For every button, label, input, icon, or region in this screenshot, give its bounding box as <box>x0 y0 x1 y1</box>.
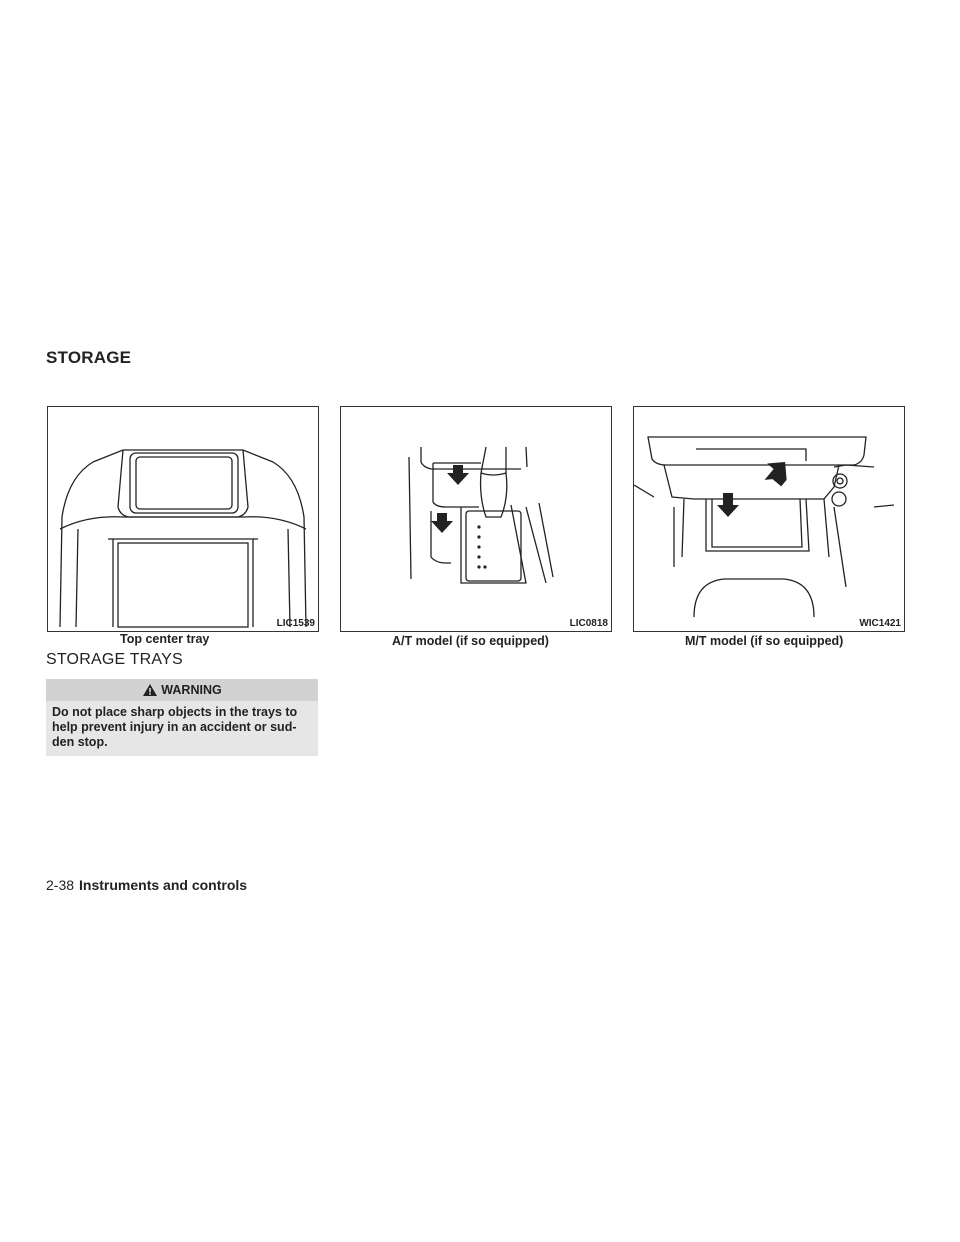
top-center-tray-illustration <box>48 407 318 631</box>
page-number: 2-38 <box>46 877 75 893</box>
subsection-title: STORAGE TRAYS <box>46 651 183 668</box>
figure-caption-at-model: A/T model (if so equipped) <box>392 634 549 648</box>
warning-heading: WARNING <box>161 683 222 697</box>
figure-code: LIC0818 <box>569 618 608 629</box>
chapter-title: Instruments and controls <box>79 877 248 893</box>
warning-triangle-icon <box>142 683 158 697</box>
figure-caption-top-center-tray: Top center tray <box>120 632 210 646</box>
section-title: STORAGE <box>46 348 132 367</box>
figure-top-center-tray <box>47 406 319 632</box>
figure-code: LIC1539 <box>276 618 315 629</box>
figure-caption-mt-model: M/T model (if so equipped) <box>685 634 844 648</box>
warning-header <box>46 679 318 701</box>
figure-code: WIC1421 <box>859 618 901 629</box>
page-footer <box>46 877 247 893</box>
at-model-illustration <box>341 407 611 631</box>
figure-mt-model <box>633 406 905 632</box>
mt-model-illustration <box>634 407 904 631</box>
figure-at-model <box>340 406 612 632</box>
warning-text: Do not place sharp objects in the trays to help prevent injury in an accident or sud- den stop. <box>46 701 318 756</box>
